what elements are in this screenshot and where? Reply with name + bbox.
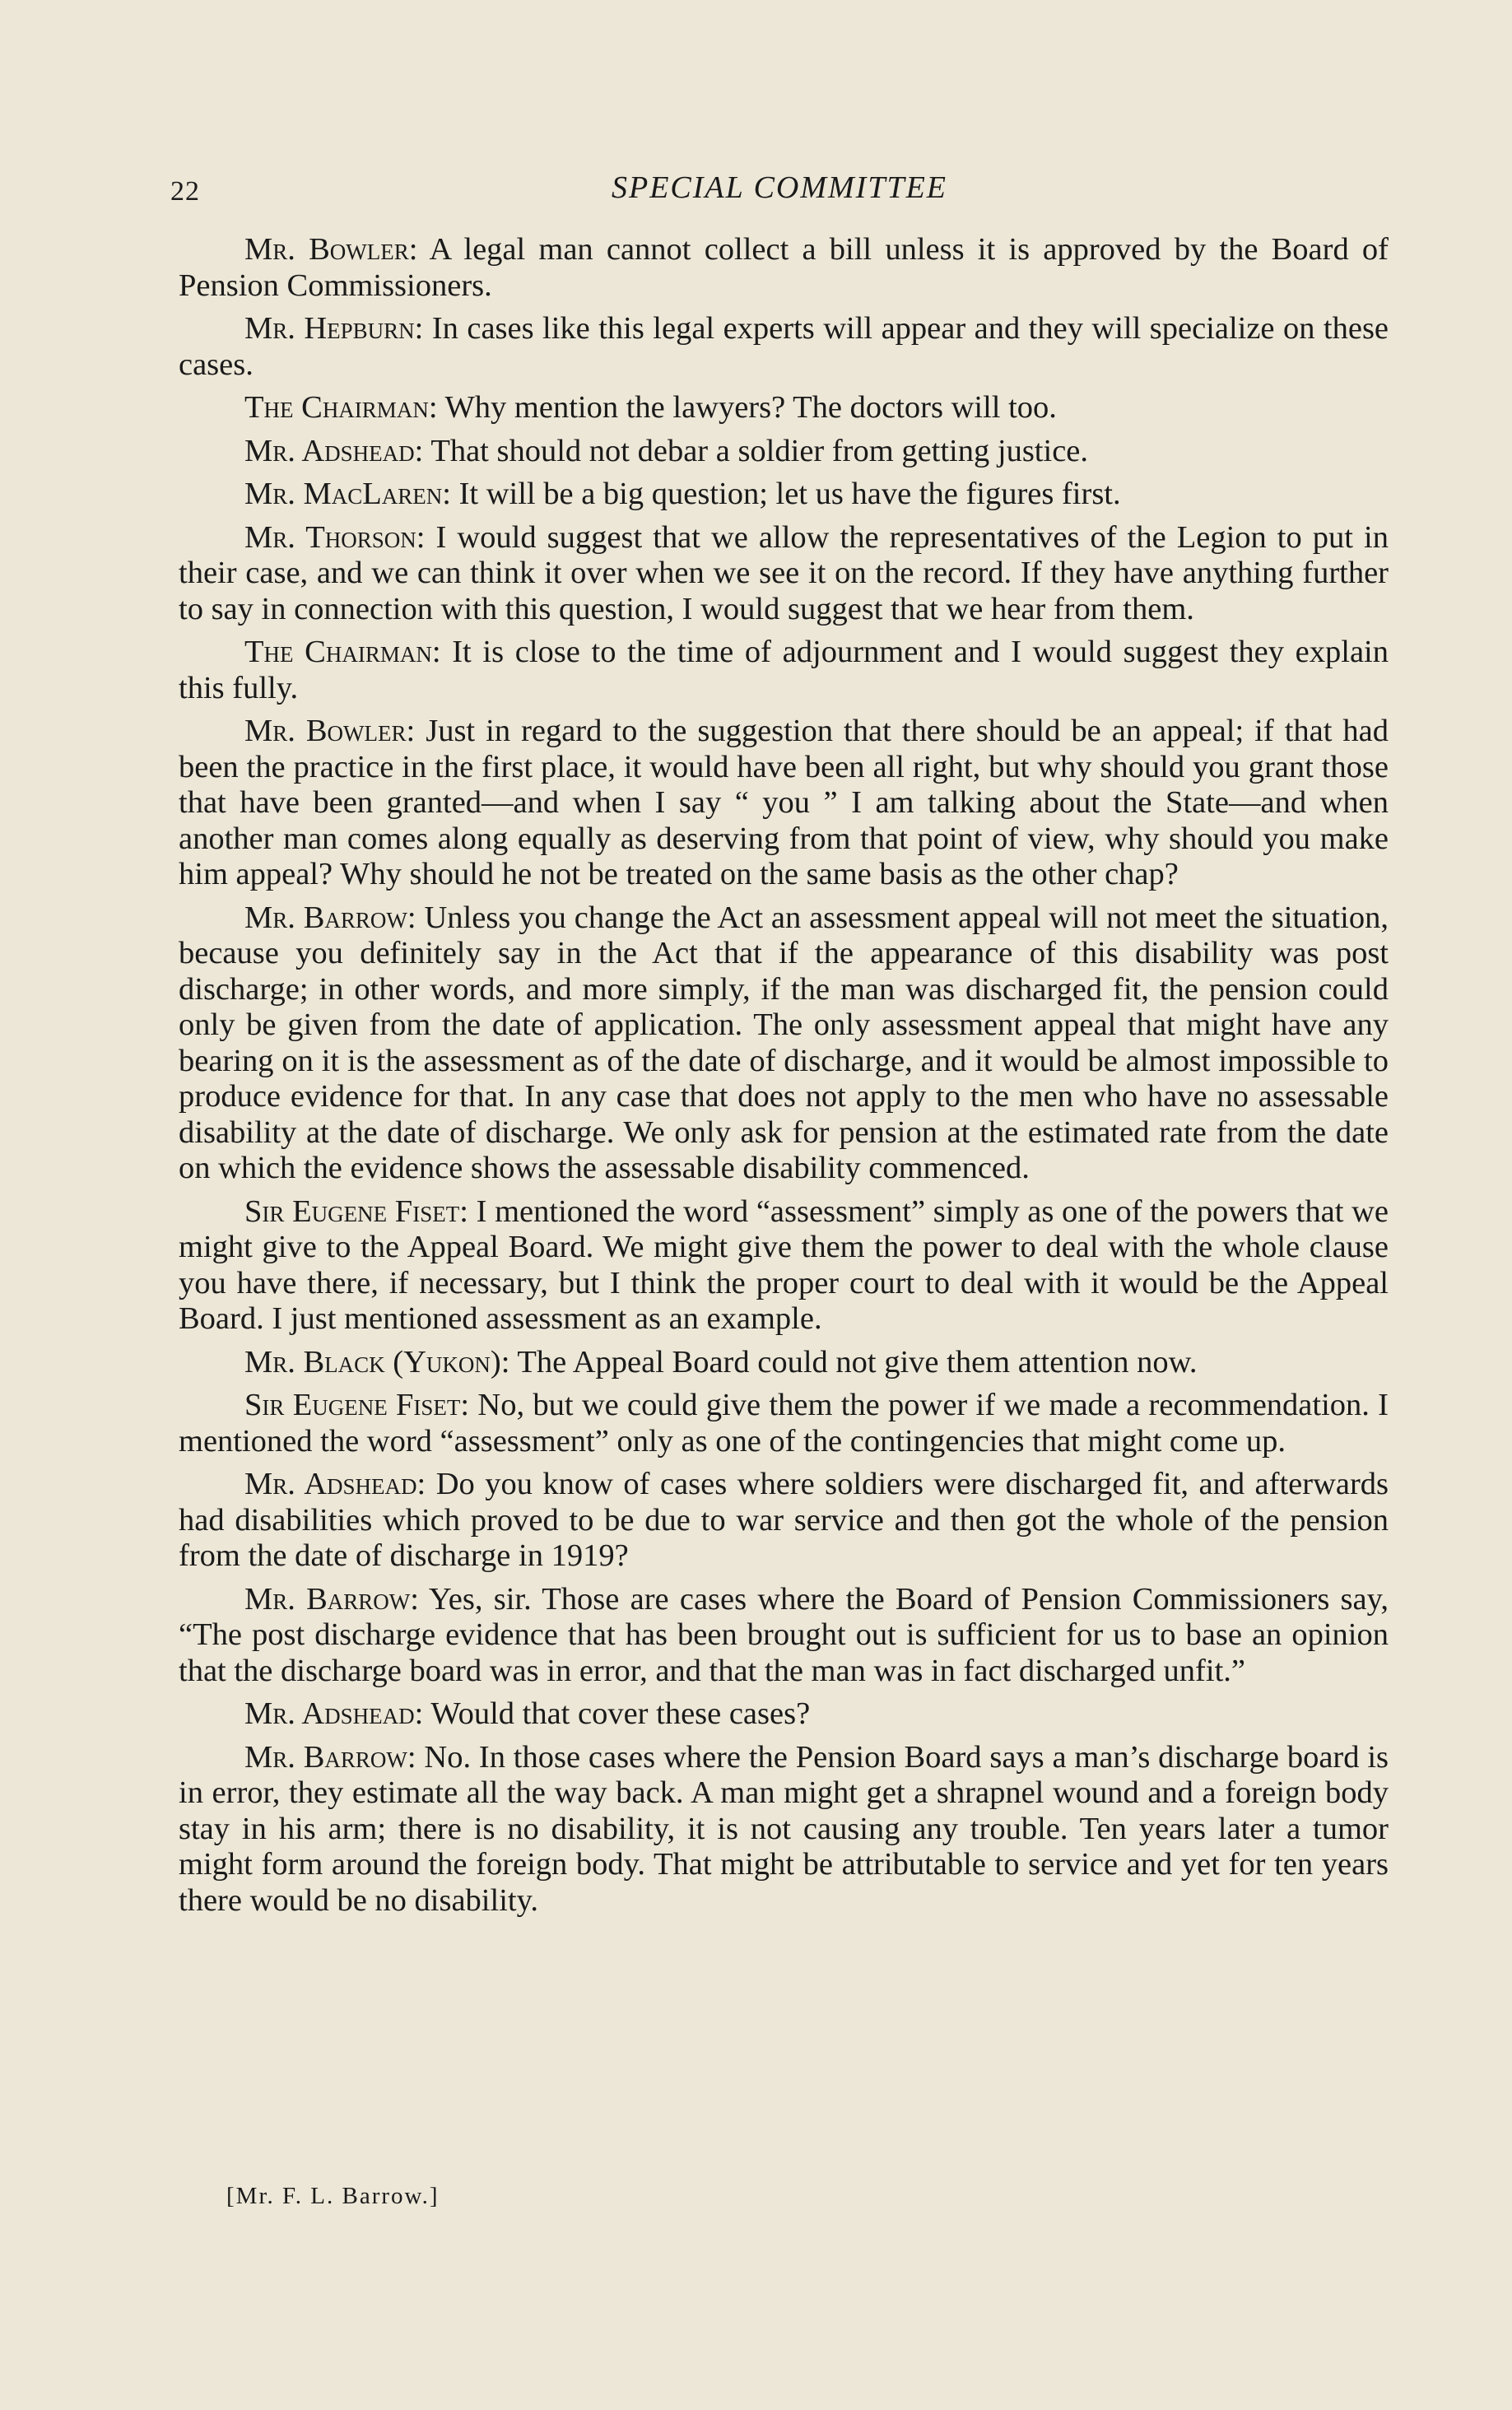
- speech-paragraph: [179, 1582, 1389, 1690]
- speaker-name: Mr. Barrow:: [244, 900, 416, 935]
- page-number: 22: [170, 176, 200, 207]
- speech-paragraph: [179, 714, 1389, 893]
- speech-paragraph: [179, 1388, 1389, 1459]
- speaker-name: Mr. Adshead:: [244, 1467, 426, 1501]
- speech-text: Do you know of cases where soldiers were discharged fit, and afterwards had disabilities which proved to be due to war service and then got the whole of the pension from the date of discharge in 1919?: [179, 1467, 1389, 1573]
- speaker-name: Mr. Adshead:: [244, 433, 424, 468]
- transcript-body: [179, 232, 1389, 1926]
- speech-paragraph: [179, 232, 1389, 304]
- speaker-name: Sir Eugene Fiset:: [244, 1388, 470, 1422]
- speech-text: I mentioned the word “assessment” simply as one of the powers that we might give to the Appeal Board. We might give them the power to deal with the whole clause you have there, if necessary, but I think the proper court to deal with it would be the Appeal Board. I just mentioned assessment as an example.: [179, 1193, 1389, 1336]
- speaker-name: The Chairman:: [244, 635, 441, 669]
- speech-text: A legal man cannot collect a bill unless it is approved by the Board of Pension Commissioners.: [179, 232, 1389, 303]
- speech-text: No, but we could give them the power if we made a recommendation. I mentioned the word “assessment” only as one of the contingencies that might come up.: [179, 1388, 1389, 1459]
- speech-text: It will be a big question; let us have the figures first.: [458, 477, 1121, 511]
- speaker-name: Mr. MacLaren:: [244, 477, 451, 511]
- speaker-name: Mr. Hepburn:: [244, 311, 424, 346]
- speech-text: Just in regard to the suggestion that there should be an appeal; if that had been the practice in the first place, it would have been all right, but why should you grant those that have been granted—and when I say “ you ” I am talking about the State—and when another man comes along equally as deserving from that point of view, why should you make him appeal? Why should he not be treated on the same basis as the other chap?: [179, 714, 1389, 891]
- speech-text: Yes, sir. Those are cases where the Board of Pension Commissioners say, “The post discharge evidence that has been brought out is sufficient for us to base an opinion that the discharge board was in error, and that the man was in fact discharged unfit.”: [179, 1581, 1389, 1688]
- speaker-name: Mr. Bowler:: [244, 714, 416, 748]
- speech-text: That should not debar a soldier from getting justice.: [430, 433, 1088, 468]
- speaker-name: Mr. Adshead:: [244, 1696, 424, 1731]
- speaker-name: Mr. Thorson:: [244, 519, 426, 555]
- speech-text: It is close to the time of adjournment and I would suggest they explain this fully.: [179, 635, 1389, 705]
- speaker-name: Mr. Barrow:: [244, 1581, 419, 1617]
- speech-text: In cases like this legal experts will appear and they will specialize on these cases.: [179, 311, 1389, 382]
- speech-paragraph: [179, 1345, 1389, 1381]
- running-head: SPECIAL COMMITTEE: [611, 170, 948, 205]
- speaker-name: Sir Eugene Fiset:: [244, 1193, 468, 1229]
- speech-text: Unless you change the Act an assessment appeal will not meet the situation, because you definitely say in the Act that if the appearance of this disability was post discharge; in other words, and more simply, if the man was discharged fit, the pension could only be given from the date of application. The only assessment appeal that might have any bearing on it is the assessment as of the date of discharge, and it would be almost impossible to produce evidence for that. In any case that does not apply to the men who have no assessable disability at the date of discharge. We only ask for pension at the estimated rate from the date on which the evidence shows the assessable disability commenced.: [179, 900, 1389, 1185]
- speech-text: Would that cover these cases?: [430, 1696, 811, 1731]
- speech-text: I would suggest that we allow the representatives of the Legion to put in their case, and we can think it over when we see it on the record. If they have anything further to say in connection with this question, I would suggest that we hear from them.: [179, 519, 1389, 626]
- witness-footnote: [Mr. F. L. Barrow.]: [226, 2183, 440, 2209]
- speech-text: The Appeal Board could not give them attention now.: [517, 1344, 1198, 1379]
- speech-text: Why mention the lawyers? The doctors will too.: [444, 390, 1057, 425]
- speech-text: No. In those cases where the Pension Board says a man’s discharge board is in error, they estimate all the way back. A man might get a shrapnel wound and a foreign body stay in his arm; there is no disability, it is not causing any trouble. Ten years later a tumor might form around the foreign body. That might be attributable to service and yet for ten years there would be no disability.: [179, 1739, 1389, 1918]
- speech-paragraph: [179, 1467, 1389, 1575]
- speech-paragraph: [179, 1740, 1389, 1919]
- page-header: [170, 161, 1389, 219]
- speech-paragraph: [179, 1696, 1389, 1733]
- speech-paragraph: [179, 434, 1389, 470]
- speaker-name: Mr. Barrow:: [244, 1739, 416, 1775]
- speech-paragraph: [179, 900, 1389, 1187]
- speech-paragraph: [179, 635, 1389, 706]
- speech-paragraph: [179, 477, 1389, 513]
- speaker-name: The Chairman:: [244, 390, 438, 425]
- speaker-name: Mr. Bowler:: [244, 232, 418, 267]
- speech-paragraph: [179, 311, 1389, 383]
- speech-paragraph: [179, 1194, 1389, 1338]
- speech-paragraph: [179, 520, 1389, 628]
- speech-paragraph: [179, 390, 1389, 426]
- speaker-name: Mr. Black (Yukon):: [244, 1344, 510, 1379]
